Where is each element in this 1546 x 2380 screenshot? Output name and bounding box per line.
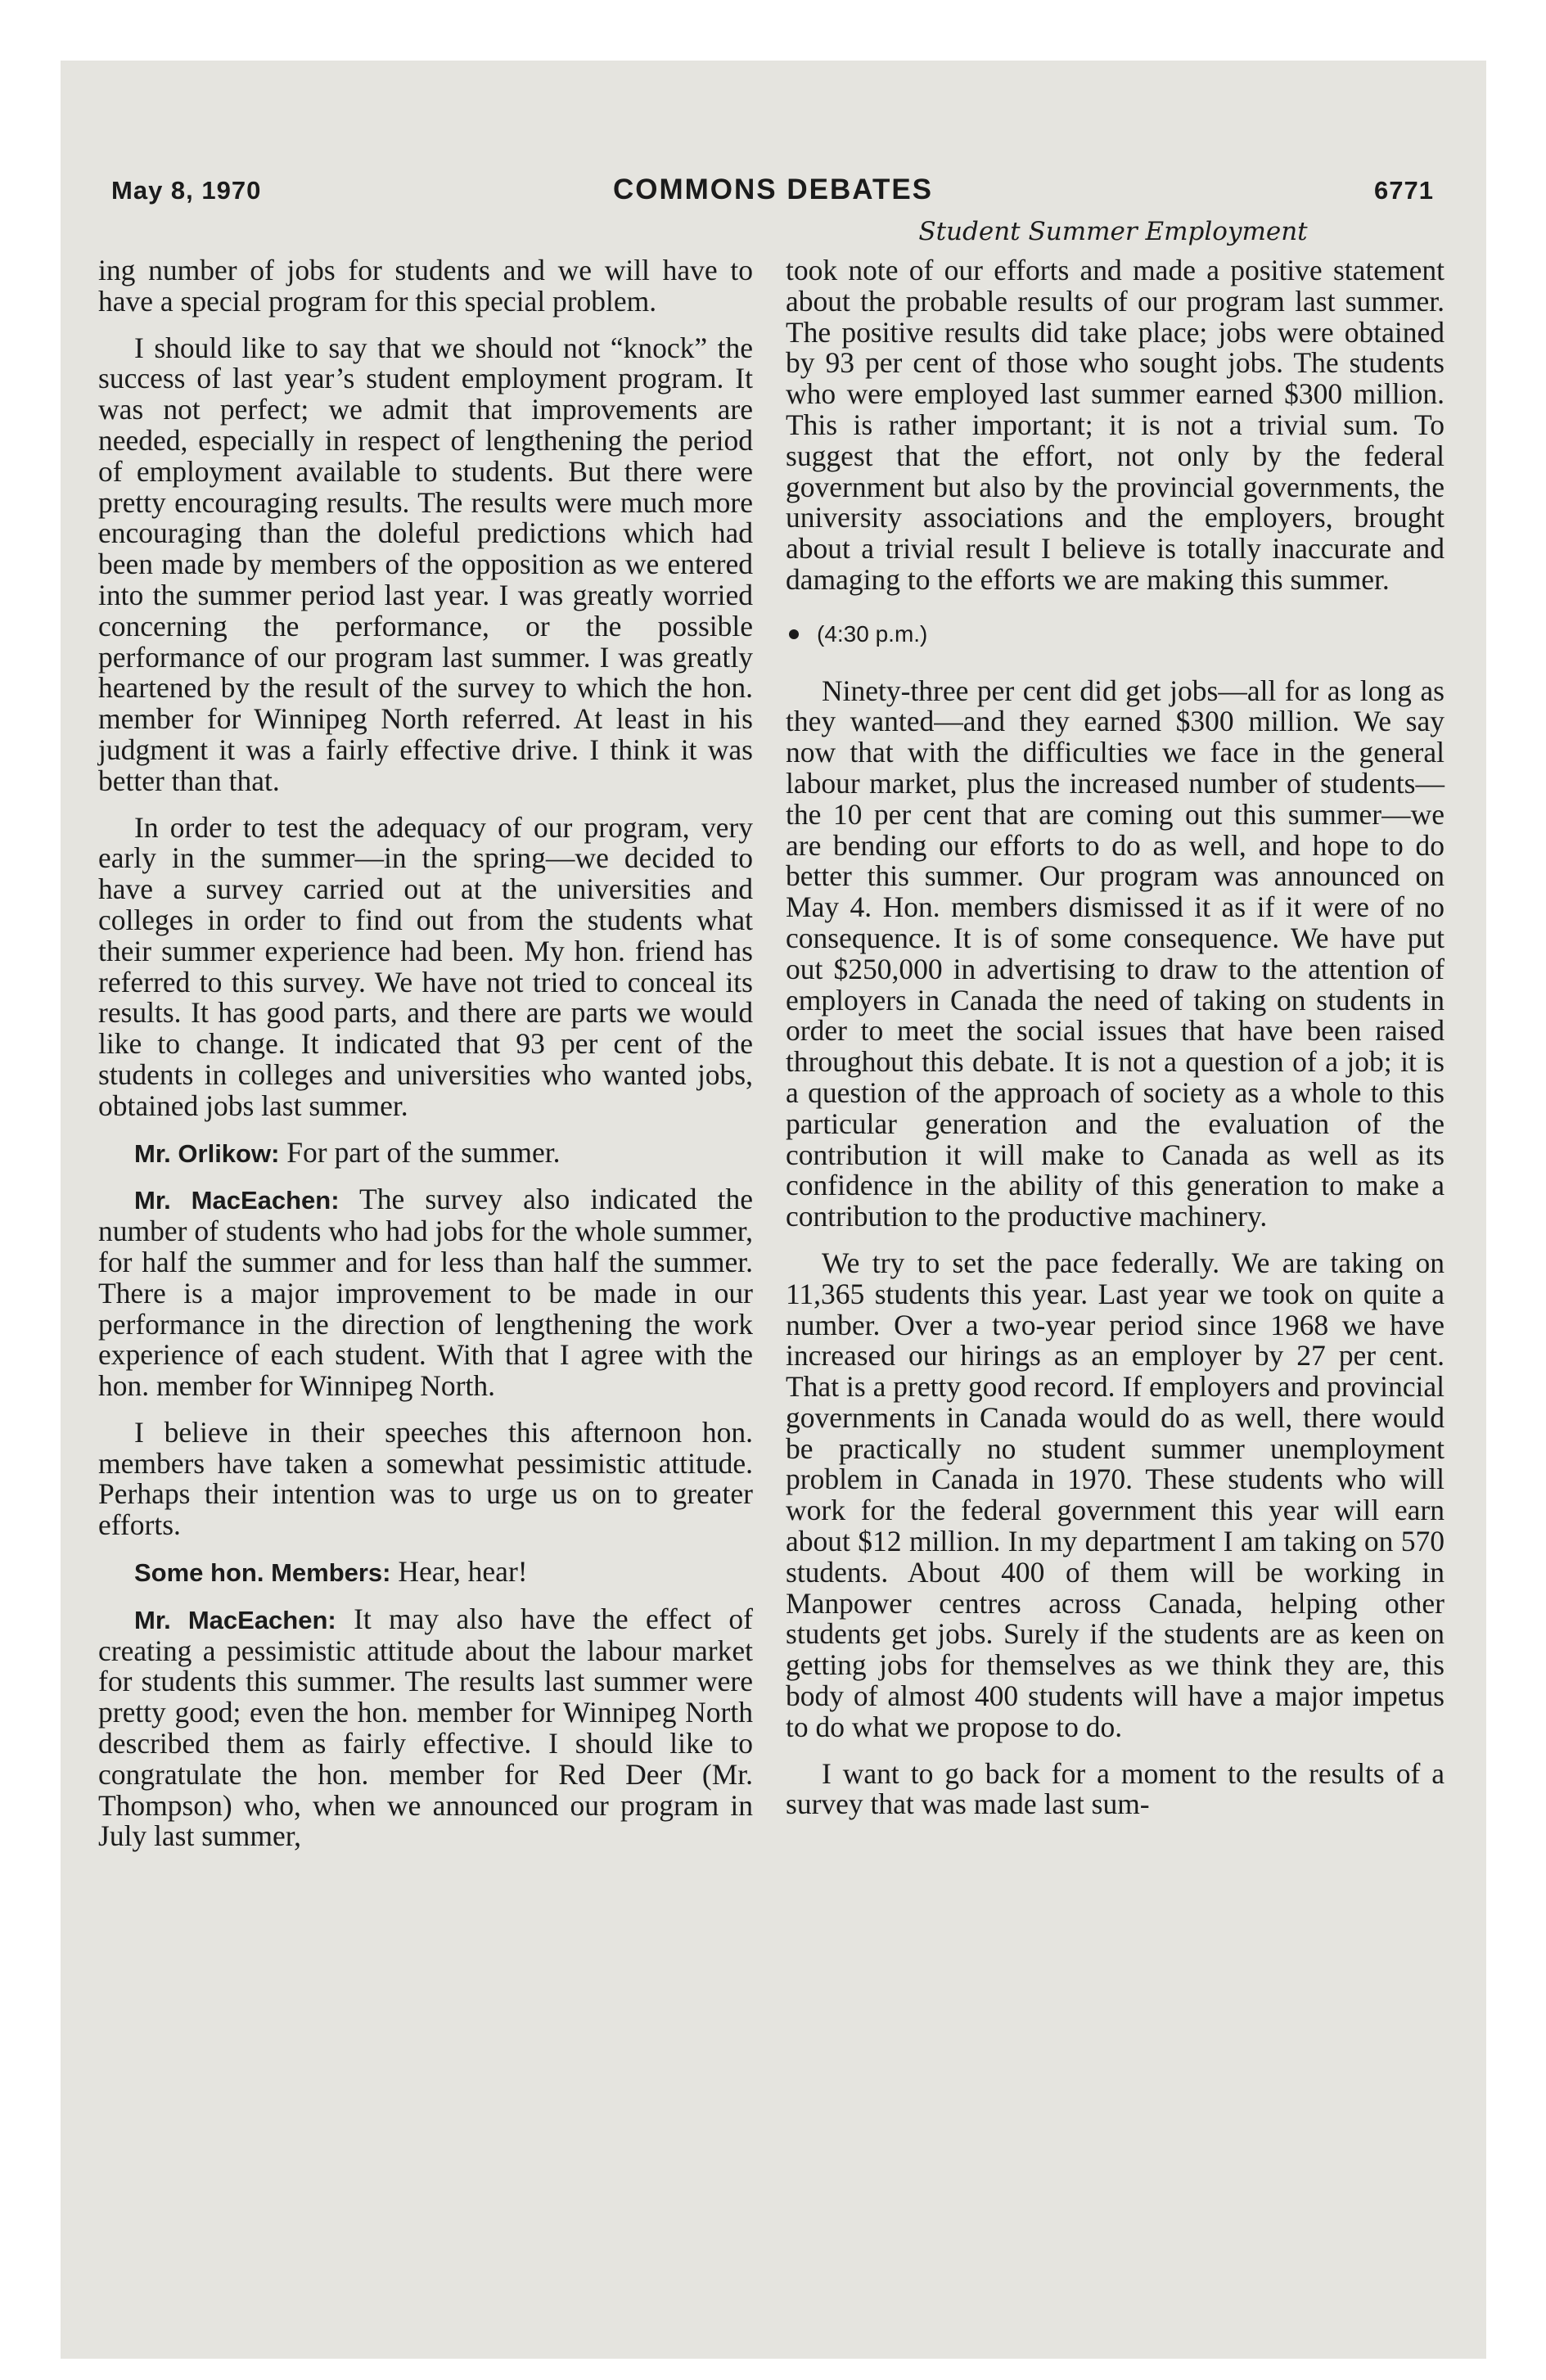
- speech-paragraph: [98, 1604, 753, 1852]
- speech-paragraph: [98, 1135, 753, 1170]
- speech-paragraph: [98, 1184, 753, 1402]
- speech-text: Hear, hear!: [398, 1555, 528, 1589]
- paragraph: Ninety-three per cent did get jobs—all for as long as they wanted—and they earned $300 million. We say now that with the difficulties we face in the general labour market, plus the increased number of students—the 10 per cent that are coming out this summer—we are bending our efforts to do as well, and hope to do better this summer. Our program was announced on May 4. Hon. members dismissed it as if it were of no consequence. It is of some consequence. We have put out $250,000 in advertising to draw to the attention of employers in Canada the need of taking on students in order to meet the social issues that have been raised throughout this debate. It is not a question of a job; it is a question of the approach of society as a whole to this particular generation and the evaluation of the contribution it will make to Canada as well as its confidence in the ability of this generation to make a contribution to the productive machinery.: [786, 674, 1445, 1233]
- header-title: COMMONS DEBATES: [612, 174, 934, 205]
- paragraph: ing number of jobs for students and we will have to have a special program for this special problem.: [98, 254, 753, 318]
- paragraph: I want to go back for a moment to the results of a survey that was made last sum-: [786, 1756, 1445, 1821]
- paragraph: In order to test the adequacy of our program, very early in the summer—in the spring—we decided to have a survey carried out at the universities and colleges in order to find out from the students what their summer experience had been. My hon. friend has referred to this survey. We have not tried to conceal its results. It has good parts, and there are parts we would like to change. It indicated that 93 per cent of the students in colleges and universities who wanted jobs, obtained jobs last summer.: [98, 810, 753, 1122]
- paragraph: took note of our efforts and made a positive statement about the probable results of our program last summer. The positive results did take place; jobs were obtained by 93 per cent of those who sought jobs. The students who were employed last summer earned $300 million. This is rather important; it is not a trivial sum. To suggest that the effort, not only by the federal government but also by the provincial governments, the university associations and the employers, brought about a trivial result I believe is totally inaccurate and damaging to the efforts we are making this summer.: [786, 254, 1445, 596]
- header-page-number: 6771: [1374, 176, 1434, 205]
- speech-text: It may also have the effect of creating a pessimistic attitude about the labour market for students this summer. The results last summer were pretty good; even the hon. member for Winnipeg North described them as fairly effective. I should like to congratulate the hon. member for Red Deer (Mr. Thompson) who, when we announced our program in July last summer,: [98, 1602, 753, 1853]
- paragraph: I should like to say that we should not “knock” the success of last year’s student employment program. It was not perfect; we admit that improvements are needed, especially in respect of lengthening the period of employment available to students. But there were pretty encouraging results. The results were much more encouraging than the doleful predictions which had been made by members of the opposition as we entered into the summer period last year. I was greatly worried concerning the performance, or the possible performance of our program last summer. I was greatly heartened by the result of the survey to which the hon. member for Winnipeg North referred. At least in his judgment it was a fairly effective drive. I think it was better than that.: [98, 331, 753, 797]
- header-date: May 8, 1970: [111, 176, 262, 205]
- time-marker: [786, 619, 1445, 650]
- paragraph: We try to set the pace federally. We are taking on 11,365 students this year. Last year we took on quite a number. Over a two-year period since 1968 we have increased our hirings as an employer by 27 per cent. That is a pretty good record. If employers and provincial governments in Canada would do as well, there would be practically no student summer unemployment problem in Canada in 1970. These students who will work for the federal government this year will earn about $12 million. In my department I am taking on 570 students. About 400 of them will be working in Manpower centres across Canada, helping other students get jobs. Surely if the students are as keen on getting jobs for themselves as we think they are, this body of almost 400 students will have a major impetus to do what we propose to do.: [786, 1246, 1445, 1743]
- right-column: [786, 255, 1445, 1836]
- bullet-dot-icon: [789, 629, 799, 639]
- speaker-name: Mr. Orlikow:: [134, 1138, 280, 1168]
- time-marker-text: (4:30 p.m.): [817, 620, 928, 647]
- speech-paragraph: [98, 1557, 753, 1589]
- left-column: [98, 255, 753, 1868]
- running-subtitle: Student Summer Employment: [918, 217, 1308, 246]
- paragraph: I believe in their speeches this afternoon hon. members have taken a somewhat pessimistic attitude. Perhaps their intention was to urge us on to greater efforts.: [98, 1415, 753, 1542]
- speech-text: The survey also indicated the number of students who had jobs for the whole summer, for half the summer and for less than half the summer. There is a major improvement to be made in our performance in the direction of lengthening the work experience of each student. With that I agree with the hon. member for Winnipeg North.: [98, 1183, 753, 1403]
- speaker-name: Some hon. Members:: [134, 1558, 391, 1588]
- speaker-name: Mr. MacEachen:: [134, 1186, 340, 1215]
- speech-text: For part of the summer.: [286, 1135, 561, 1169]
- speaker-name: Mr. MacEachen:: [134, 1605, 336, 1634]
